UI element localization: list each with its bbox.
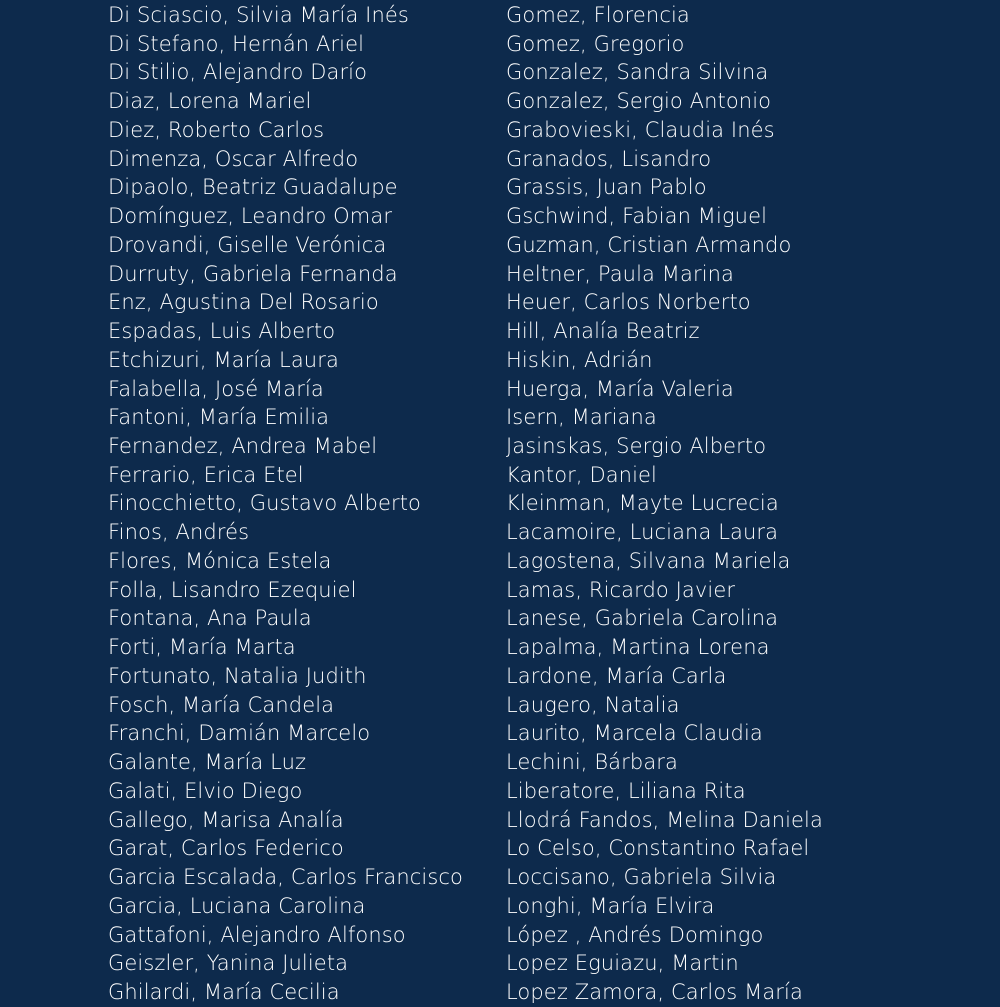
list-item: Di Stilio, Alejandro Darío: [108, 60, 368, 85]
list-item: Franchi, Damián Marcelo: [108, 721, 371, 746]
list-item: Hill, Analía Beatriz: [506, 319, 700, 344]
list-item: Kantor, Daniel: [506, 462, 657, 487]
list-item: Galante, María Luz: [108, 750, 307, 775]
list-item: Loccisano, Gabriela Silvia: [506, 865, 777, 890]
list-item: Lo Celso, Constantino Rafael: [506, 836, 810, 861]
list-item: Lanese, Gabriela Carolina: [506, 606, 779, 631]
list-item: Diez, Roberto Carlos: [108, 117, 325, 142]
list-item: Lagostena, Silvana Mariela: [506, 548, 791, 573]
list-item: Falabella, José María: [108, 376, 324, 401]
list-item: Gomez, Gregorio: [506, 31, 685, 56]
list-item: Garcia Escalada, Carlos Francisco: [108, 865, 463, 890]
list-item: Folla, Lisandro Ezequiel: [108, 577, 357, 602]
list-item: Gattafoni, Alejandro Alfonso: [108, 922, 406, 947]
list-item: Lacamoire, Luciana Laura: [506, 520, 779, 545]
list-item: Espadas, Luis Alberto: [108, 319, 336, 344]
list-item: Fortunato, Natalia Judith: [108, 663, 367, 688]
list-item: Di Stefano, Hernán Ariel: [108, 31, 365, 56]
list-item: Heuer, Carlos Norberto: [506, 290, 751, 315]
list-item: Longhi, María Elvira: [506, 893, 715, 918]
list-item: López , Andrés Domingo: [506, 922, 764, 947]
list-item: Lopez Eguiazu, Martin: [506, 951, 739, 976]
list-item: Forti, María Marta: [108, 635, 296, 660]
list-item: Lopez Zamora, Carlos María: [506, 979, 803, 1004]
list-item: Diaz, Lorena Mariel: [108, 89, 312, 114]
list-item: Llodrá Fandos, Melina Daniela: [506, 807, 823, 832]
list-item: Geiszler, Yanina Julieta: [108, 951, 349, 976]
list-item: Gschwind, Fabian Miguel: [506, 204, 768, 229]
list-item: Laugero, Natalia: [506, 692, 680, 717]
list-item: Dipaolo, Beatriz Guadalupe: [108, 175, 398, 200]
list-item: Grassis, Juan Pablo: [506, 175, 707, 200]
list-item: Isern, Mariana: [506, 405, 657, 430]
list-item: Fernandez, Andrea Mabel: [108, 434, 378, 459]
list-item: Grabovieski, Claudia Inés: [506, 117, 775, 142]
list-item: Gonzalez, Sandra Silvina: [506, 60, 769, 85]
list-item: Heltner, Paula Marina: [506, 261, 735, 286]
list-item: Kleinman, Mayte Lucrecia: [506, 491, 779, 516]
name-list-left: [108, 1, 463, 1007]
list-item: Garat, Carlos Federico: [108, 836, 344, 861]
list-item: Huerga, María Valeria: [506, 376, 734, 401]
list-item: Fontana, Ana Paula: [108, 606, 312, 631]
list-item: Durruty, Gabriela Fernanda: [108, 261, 398, 286]
list-item: Gonzalez, Sergio Antonio: [506, 89, 772, 114]
list-item: Lardone, María Carla: [506, 663, 727, 688]
list-item: Finocchietto, Gustavo Alberto: [108, 491, 422, 516]
list-item: Domínguez, Leandro Omar: [108, 204, 393, 229]
list-item: Gomez, Florencia: [506, 3, 690, 27]
list-item: Lamas, Ricardo Javier: [506, 577, 736, 602]
list-item: Di Sciascio, Silvia María Inés: [108, 3, 409, 27]
list-item: Drovandi, Giselle Verónica: [108, 232, 387, 257]
list-item: Liberatore, Liliana Rita: [506, 778, 746, 803]
list-item: Dimenza, Oscar Alfredo: [108, 146, 359, 171]
name-list-right: [506, 1, 823, 1007]
list-item: Ferrario, Erica Etel: [108, 462, 304, 487]
list-item: Enz, Agustina Del Rosario: [108, 290, 379, 315]
list-item: Etchizuri, María Laura: [108, 347, 339, 372]
list-item: Granados, Lisandro: [506, 146, 712, 171]
list-item: Finos, Andrés: [108, 520, 250, 545]
list-item: Fosch, María Candela: [108, 692, 335, 717]
list-item: Guzman, Cristian Armando: [506, 232, 792, 257]
list-item: Fantoni, María Emilia: [108, 405, 330, 430]
list-item: Gallego, Marisa Analía: [108, 807, 344, 832]
list-item: Hiskin, Adrián: [506, 347, 653, 372]
list-item: Laurito, Marcela Claudia: [506, 721, 763, 746]
list-item: Jasinskas, Sergio Alberto: [506, 434, 767, 459]
list-item: Ghilardi, María Cecilia: [108, 979, 340, 1004]
list-item: Flores, Mónica Estela: [108, 548, 332, 573]
list-item: Lapalma, Martina Lorena: [506, 635, 770, 660]
list-item: Lechini, Bárbara: [506, 750, 678, 775]
list-item: Garcia, Luciana Carolina: [108, 893, 366, 918]
list-item: Galati, Elvio Diego: [108, 778, 303, 803]
